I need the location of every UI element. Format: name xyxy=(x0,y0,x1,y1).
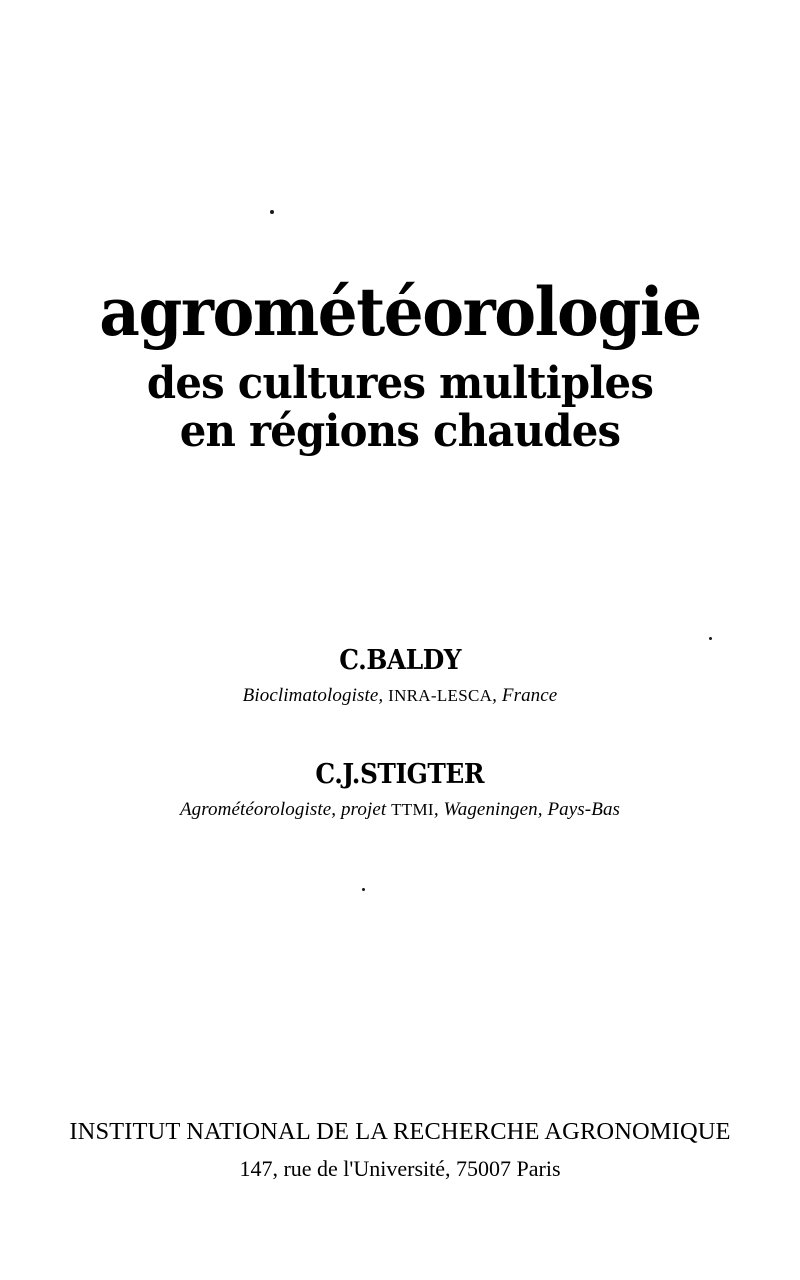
author-affiliation-institute: TTMI xyxy=(391,800,434,819)
page-subtitle-line-1: des cultures multiples xyxy=(146,357,654,409)
author-affiliation-post: , France xyxy=(492,685,558,706)
author-affiliation-post: , Wageningen, Pays-Bas xyxy=(433,799,621,820)
publisher-address: 147, rue de l'Université, 75007 Paris xyxy=(239,1156,561,1181)
print-speck-icon xyxy=(270,210,274,214)
title-block xyxy=(0,273,800,457)
page-title: agrométéorologie xyxy=(99,273,701,351)
author-list xyxy=(0,645,800,821)
print-speck-icon xyxy=(709,637,712,640)
author-entry xyxy=(0,759,800,821)
print-speck-icon xyxy=(362,888,365,891)
author-name: C.BALDY xyxy=(339,645,461,676)
author-affiliation xyxy=(0,799,800,821)
publisher-block xyxy=(0,1118,800,1182)
publisher-name: INSTITUT NATIONAL DE LA RECHERCHE AGRONOMIQUE xyxy=(69,1118,731,1145)
author-affiliation-pre: Bioclimatologiste, xyxy=(242,685,384,706)
author-affiliation xyxy=(0,685,800,707)
page-subtitle-line-2: en régions chaudes xyxy=(179,405,621,457)
author-affiliation-pre: Agrométéorologiste, projet xyxy=(179,799,387,820)
author-name: C.J.STIGTER xyxy=(315,759,485,790)
author-entry xyxy=(0,645,800,707)
author-affiliation-institute: INRA-LESCA xyxy=(388,686,493,705)
